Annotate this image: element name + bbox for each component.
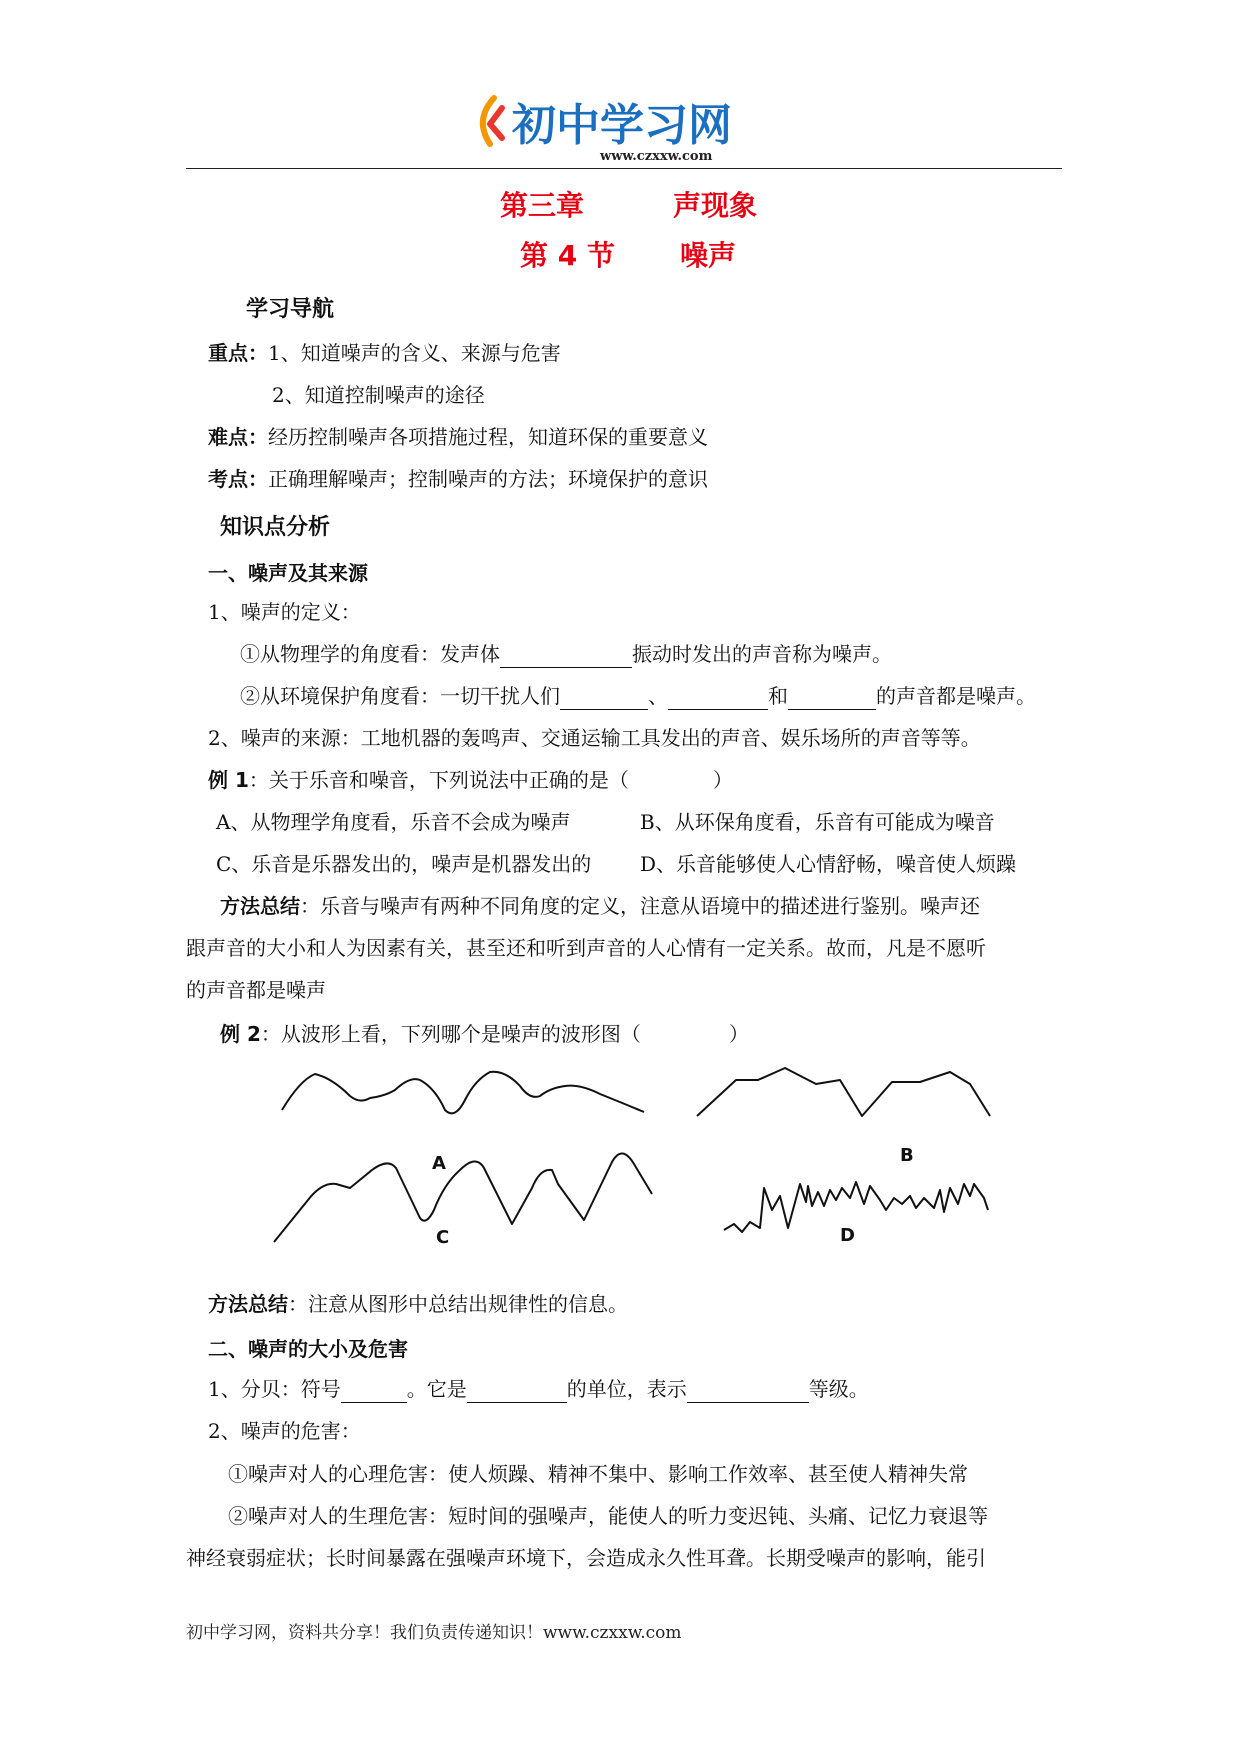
method-1-line-3: 的声音都是噪声 — [186, 978, 326, 1002]
page-footer: 初中学习网，资料共分享！我们负责传递知识！www.czxxw.com — [186, 1623, 682, 1643]
waveform-label-b: B — [900, 1145, 914, 1166]
noise-harm-label: 2、噪声的危害： — [208, 1419, 361, 1443]
exam-label: 考点： — [208, 467, 268, 491]
blank-field[interactable] — [687, 1380, 809, 1403]
decibel-line — [208, 1375, 869, 1403]
key-point-2: 2、知道控制噪声的途径 — [272, 383, 485, 407]
method-summary-1 — [220, 892, 980, 920]
waveform-a — [282, 1072, 644, 1114]
decibel-post: 等级。 — [808, 1377, 869, 1401]
section-2-heading: 二、噪声的大小及危害 — [208, 1337, 408, 1361]
harm-physiological-line-1: ②噪声对人的生理危害：短时间的强噪声，能使人的听力变迟钝、头痛、记忆力衰退等 — [228, 1504, 988, 1528]
header-rule — [186, 168, 1062, 169]
key-label: 重点： — [208, 341, 268, 365]
chapter-name: 声现象 — [673, 189, 758, 222]
decibel-mid-2: 的单位，表示 — [566, 1377, 687, 1401]
method-label-2: 方法总结 — [208, 1292, 288, 1316]
blank-field[interactable] — [560, 687, 648, 710]
noise-definition-label: 1、噪声的定义： — [208, 600, 361, 624]
analysis-heading: 知识点分析 — [220, 515, 331, 540]
harm-psychological: ①噪声对人的心理危害：使人烦躁、精神不集中、影响工作效率、甚至使人精神失常 — [228, 1462, 968, 1486]
method-summary-2 — [208, 1290, 628, 1318]
decibel-mid-1: 。它是 — [406, 1377, 467, 1401]
difficulty-text: 经历控制噪声各项措施过程，知道环保的重要意义 — [268, 425, 708, 449]
section-1-heading: 一、噪声及其来源 — [208, 561, 368, 585]
method-2-text: ：注意从图形中总结出规律性的信息。 — [288, 1292, 628, 1316]
blank-field[interactable] — [788, 687, 876, 710]
waveform-c — [274, 1153, 652, 1242]
key-points-line-1 — [208, 339, 561, 367]
exam-line — [208, 465, 708, 493]
logo-url: www.czxxw.com — [600, 149, 713, 164]
site-logo — [472, 84, 772, 168]
waveform-label-c: C — [436, 1227, 450, 1248]
waveform-label-d: D — [840, 1225, 855, 1246]
noise-source: 2、噪声的来源：工地机器的轰鸣声、交通运输工具发出的声音、娱乐场所的声音等等。 — [208, 726, 981, 750]
logo-mark-icon — [483, 98, 502, 144]
example-1-close: ） — [712, 768, 733, 792]
blank-field[interactable] — [500, 645, 632, 668]
example-1 — [208, 766, 733, 794]
definition-env-pre: ②从环境保护角度看：一切干扰人们 — [240, 684, 560, 708]
definition-env-post: 的声音都是噪声。 — [876, 684, 1036, 708]
definition-env-sep: 、 — [648, 684, 668, 708]
blank-field[interactable] — [467, 1380, 567, 1403]
method-1-line-1: ：乐音与噪声有两种不同角度的定义，注意从语境中的描述进行鉴别。噪声还 — [300, 894, 980, 918]
definition-physics-pre: ①从物理学的角度看：发声体 — [240, 642, 500, 666]
example-1-option-c: C、乐音是乐器发出的，噪声是机器发出的 — [216, 852, 592, 876]
waveform-b — [697, 1068, 990, 1116]
waveform-label-a: A — [432, 1153, 446, 1174]
nav-heading: 学习导航 — [246, 297, 335, 322]
exam-text: 正确理解噪声；控制噪声的方法；环境保护的意识 — [268, 467, 708, 491]
chapter-number: 第三章 — [500, 189, 585, 222]
section-number: 第 4 节 — [520, 239, 615, 272]
key-point-1: 1、知道噪声的含义、来源与危害 — [268, 341, 561, 365]
example-2-close: ） — [728, 1022, 749, 1046]
example-1-option-a: A、从物理学角度看，乐音不会成为噪声 — [216, 810, 571, 834]
blank-field[interactable] — [668, 687, 768, 710]
example-1-text: ：关于乐音和噪音，下列说法中正确的是（ — [248, 768, 629, 792]
definition-physics — [240, 640, 892, 668]
difficulty-line — [208, 423, 708, 451]
difficulty-label: 难点： — [208, 425, 268, 449]
example-2 — [220, 1020, 749, 1048]
example-2-text: ：从波形上看，下列哪个是噪声的波形图（ — [260, 1022, 641, 1046]
example-1-label: 例 1 — [208, 768, 249, 792]
example-1-option-d: D、乐音能够使人心情舒畅，噪音使人烦躁 — [640, 852, 1017, 876]
waveform-figure — [260, 1060, 1040, 1250]
section-name: 噪声 — [680, 239, 737, 272]
example-1-option-b: B、从环保角度看，乐音有可能成为噪音 — [640, 810, 995, 834]
definition-physics-post: 振动时发出的声音称为噪声。 — [632, 642, 892, 666]
example-2-label: 例 2 — [220, 1022, 261, 1046]
definition-env-and: 和 — [768, 684, 788, 708]
waveform-d — [724, 1182, 988, 1232]
definition-environment — [240, 682, 1036, 710]
blank-field[interactable] — [341, 1380, 407, 1403]
method-label: 方法总结 — [220, 894, 300, 918]
harm-physiological-line-2: 神经衰弱症状；长时间暴露在强噪声环境下，会造成永久性耳聋。长期受噪声的影响，能引 — [186, 1546, 986, 1570]
decibel-pre: 1、分贝：符号 — [208, 1377, 341, 1401]
method-1-line-2: 跟声音的大小和人为因素有关，甚至还和听到声音的人心情有一定关系。故而，凡是不愿听 — [186, 936, 986, 960]
logo-text: 初中学习网 — [512, 100, 732, 151]
